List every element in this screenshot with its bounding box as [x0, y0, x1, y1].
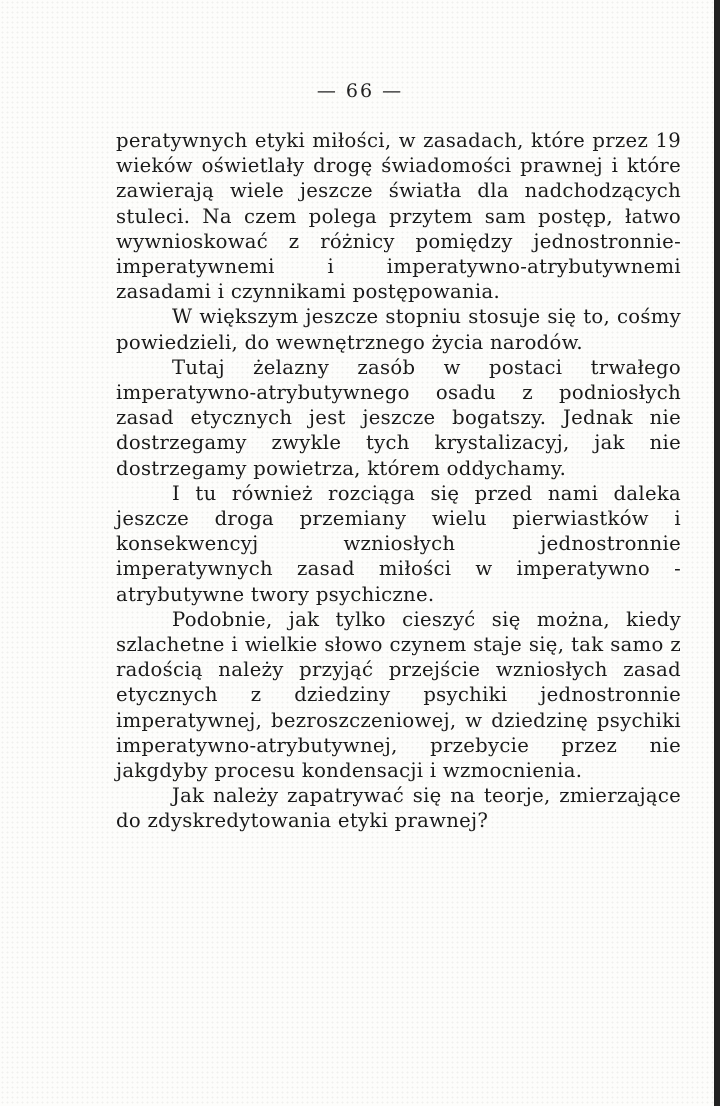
page-edge-shadow	[714, 0, 720, 1106]
paragraph: Podobnie, jak tylko cieszyć się można, kiedy szlachetne i wielkie słowo czynem staje się, tak samo z radością należy przyjąć przejście wzniosłych zasad etycznych z dziedziny psychiki jednostronnie imperatywnej, bezroszczeniowej, w dziedzinę psychiki imperatywno-atrybutywnej, przebycie przez nie jakgdyby procesu kondensacji i wzmocnienia.	[116, 607, 681, 783]
paragraph: Tutaj żelazny zasób w postaci trwałego imperatywno-atrybutywnego osadu z podniosłych zasad etycznych jest jeszcze bogatszy. Jednak nie dostrzegamy zwykle tych krystalizacyj, jak nie dostrzegamy powietrza, którem oddychamy.	[116, 355, 681, 480]
paragraph: I tu również rozciąga się przed nami daleka jeszcze droga przemiany wielu pierwiastków i konsekwencyj wzniosłych jednostronnie imperatywnych zasad miłości w imperatywno - atrybutywne twory psychiczne.	[116, 481, 681, 606]
body-text	[116, 128, 681, 834]
paragraph: W większym jeszcze stopniu stosuje się to, cośmy powiedzieli, do wewnętrznego życia narodów.	[116, 305, 681, 354]
page-number: — 66 —	[316, 80, 404, 102]
paragraph-question: Jak należy zapatrywać się na teorje, zmierzające do zdyskredytowania etyki prawnej?	[116, 784, 681, 833]
paragraph-continuation: peratywnych etyki miłości, w zasadach, które przez 19 wieków oświetlały drogę świadomości prawnej i które zawierają wiele jeszcze światła dla nadchodzących stuleci. Na czem polega przytem sam postęp, łatwo wywnioskować z różnicy pomiędzy jednostronnie-imperatywnemi i imperatywno-atrybutywnemi zasadami i czynnikami postępowania.	[116, 129, 681, 304]
